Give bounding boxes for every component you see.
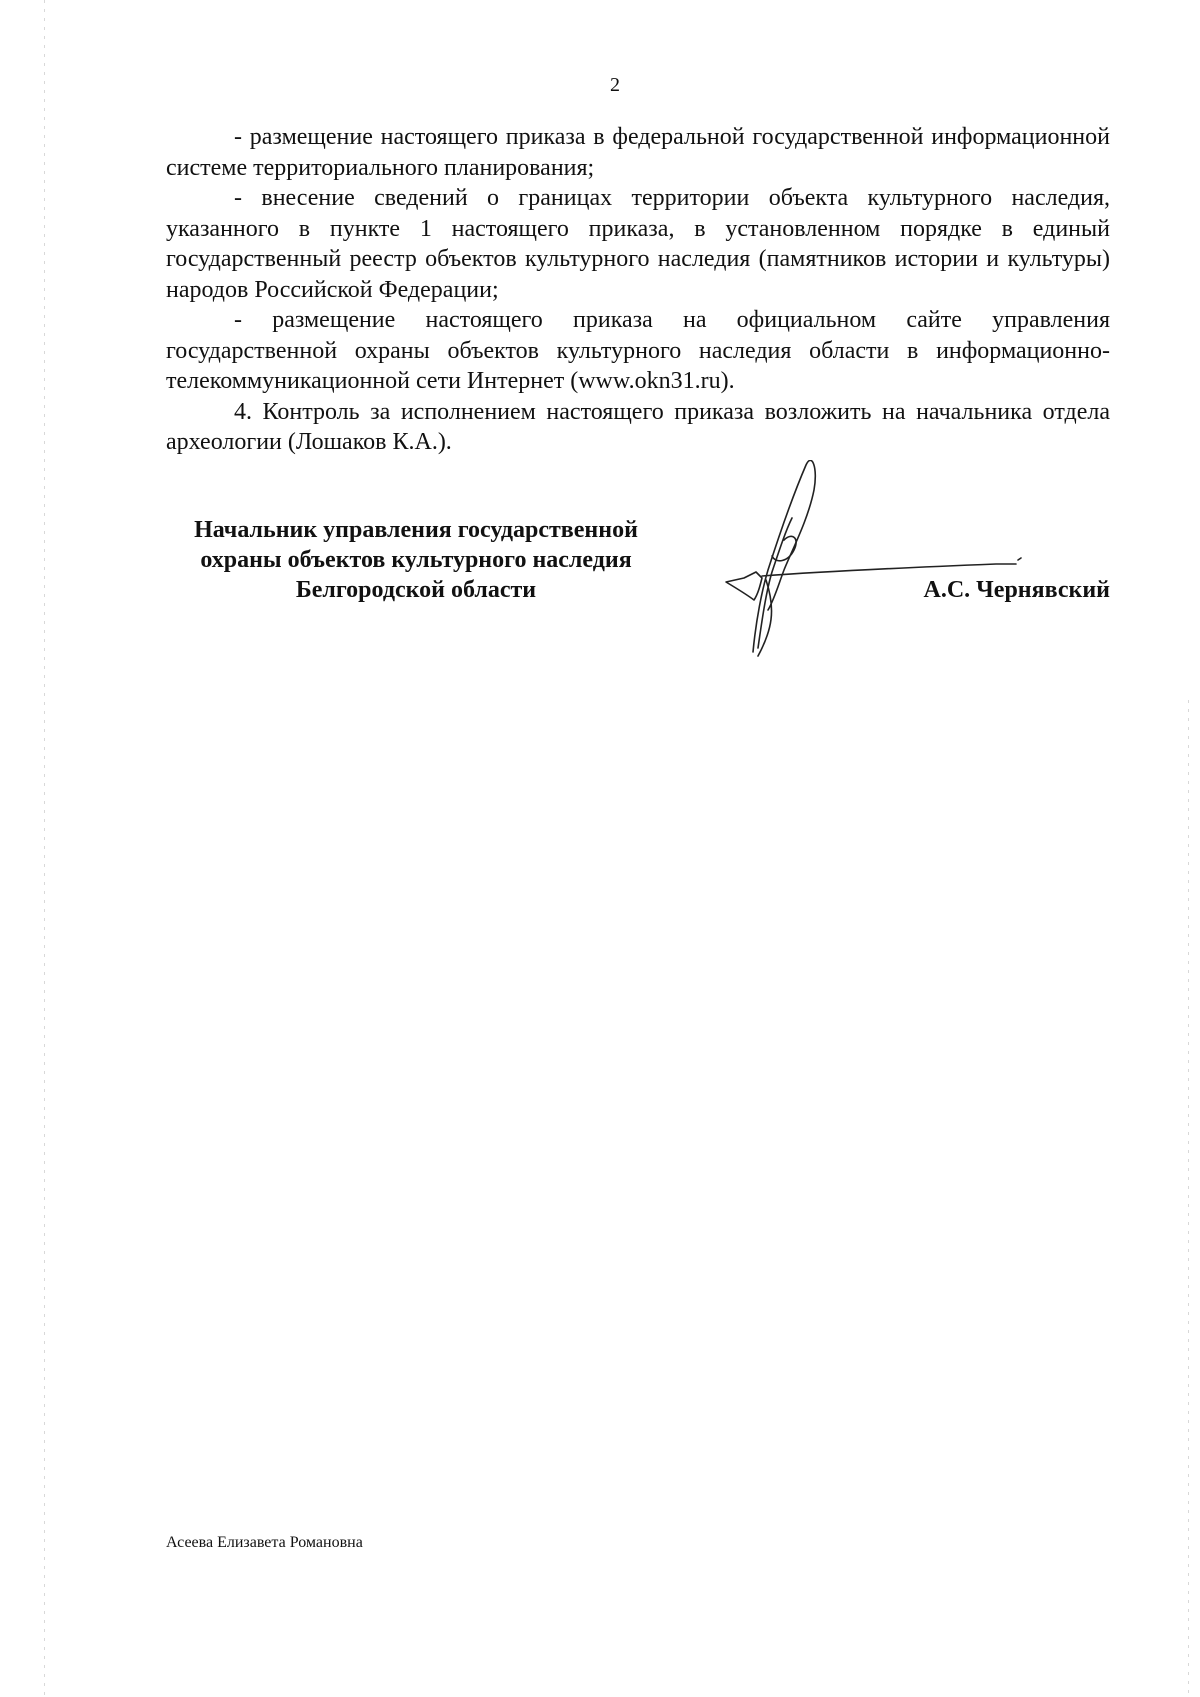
signature-block (166, 515, 1110, 675)
paragraph-publish-fgis: - размещение настоящего приказа в федеральной государственной информационной системе территориального планирования; (166, 124, 1110, 181)
paragraph-control: 4. Контроль за исполнением настоящего приказа возложить на начальника отдела археологии (Лошаков К.А.). (166, 398, 1110, 455)
signer-title-line: Начальник управления государственной (194, 517, 638, 543)
paragraph-publish-website: - размещение настоящего приказа на официальном сайте управления государственной охраны объектов культурного наследия области в информационно-телекоммуникационной сети Интернет (www.okn31.ru). (166, 307, 1110, 394)
signer-name: А.С. Чернявский (923, 577, 1110, 603)
handwritten-signature (696, 460, 1096, 660)
paragraph-register-entry: - внесение сведений о границах территории объекта культурного наследия, указанного в пункте 1 настоящего приказа, в установленном порядке в единый государственный реестр объектов культурного наследия (памятников истории и культуры) народов Российской Федерации; (166, 185, 1110, 303)
scan-edge-right (1188, 700, 1189, 1697)
executor-name: Асеева Елизавета Романовна (166, 1534, 363, 1551)
document-body (166, 122, 1110, 458)
signer-title-line: охраны объектов культурного наследия (200, 547, 632, 573)
signer-title-line: Белгородской области (295, 577, 537, 603)
signer-title (166, 515, 666, 605)
scan-edge-left (44, 0, 45, 1697)
page-number: 2 (610, 74, 620, 96)
